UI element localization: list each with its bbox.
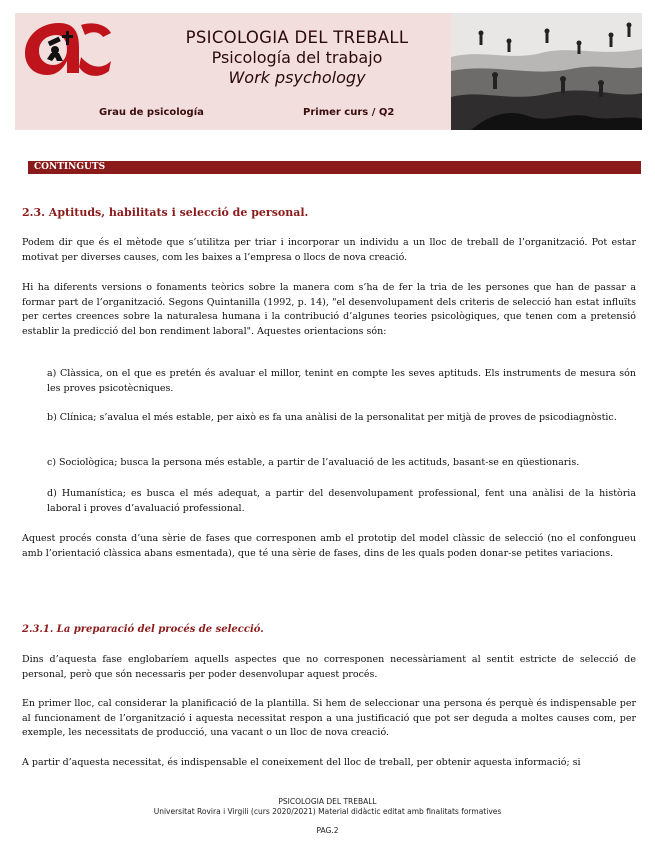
section-heading: 2.3. Aptituds, habilitats i selecció de personal. [22,206,309,219]
section-label: CONTINGUTS [34,162,106,172]
course-label: Primer curs / Q2 [303,107,395,118]
page-number: PAG.2 [316,826,339,835]
list-item-clinica: b) Clínica; s’avalua el més estable, per això es fa una anàlisi de la personalitat per mitjà de proves de psicodiagnòstic. [47,412,617,423]
degree-label: Grau de psicología [99,107,204,118]
title-spanish: Psicología del trabajo [211,48,383,67]
subsection-heading: 2.3.1. La preparació del procés de selecció. [22,624,264,635]
paragraph-job-knowledge: A partir d’aquesta necessitat, és indispensable el coneixement del lloc de treball, per obtenir aquesta informació; si [22,757,581,768]
list-item-sociologica: c) Sociològica; busca la persona més estable, a partir de l’avaluació de les actituds, basant-se en qüestionaris. [47,457,580,468]
list-item-humanistica: d) Humanística; es busca el més adequat, a partir del desenvolupament professional, fent una anàlisi de la història laboral i proves d’avaluació professional. [47,488,636,514]
paragraph-planning: En primer lloc, cal considerar la planificació de la plantilla. Si hem de seleccionar una persona és perquè és indispensable per al funcionament de l’organització i aquesta necessitat respon a una justificació que pot ser deguda a moltes causes com, per exemple, les necessitats de producció, una vacant o un lloc de nova creació. [22,698,636,738]
page-header [15,13,642,130]
workers-banner-image [451,13,642,130]
paragraph-preparation: Dins d’aquesta fase englobaríem aquells aspectes que no corresponen necessàriament al sentit estricte de selecció de personal, però que són necessaris per poder desenvolupar aquest procés. [22,654,636,680]
paragraph-intro: Podem dir que és el mètode que s’utilitza per triar i incorporar un individu a un lloc de treball de l’organització. Pot estar motivat per diverses causes, com les baixes a l’empresa o llocs de nova creació. [22,237,636,263]
list-item-classica: a) Clàssica, on el que es pretén és avaluar el millor, tenint en compte les seves aptituds. Els instruments de mesura són les proves psicotècniques. [47,368,636,394]
title-catalan: PSICOLOGIA DEL TREBALL [185,28,409,47]
paragraph-theories: Hi ha diferents versions o fonaments teòrics sobre la manera com s’ha de fer la tria de les persones que han de passar a formar part de l’organització. Segons Quintanilla (1992, p. 14), "el desenvolupament dels criteris de selecció han estat influïts per certes creences sobre la naturalesa humana i la contribució d’algunes teories psicològiques, que tenen com a pretensió establir la predicció del bon rendiment laboral". Aquestes orientacions són: [22,282,636,337]
course-titles [147,27,447,88]
title-english: Work psychology [228,68,366,87]
footer-university: Universitat Rovira i Virgili (curs 2020/2021) Material didàctic editat amb finalitats formatives [153,807,502,816]
university-logo [21,17,113,79]
paragraph-process: Aquest procés consta d’una sèrie de fases que corresponen amb el prototip del model clàssic de selecció (no el confongueu amb l’orientació clàssica abans esmentada), que té una sèrie de fases, dins de les quals poden donar-se petites variacions. [22,533,636,559]
section-bar [28,161,641,174]
footer-title: PSICOLOGIA DEL TREBALL [278,797,377,806]
